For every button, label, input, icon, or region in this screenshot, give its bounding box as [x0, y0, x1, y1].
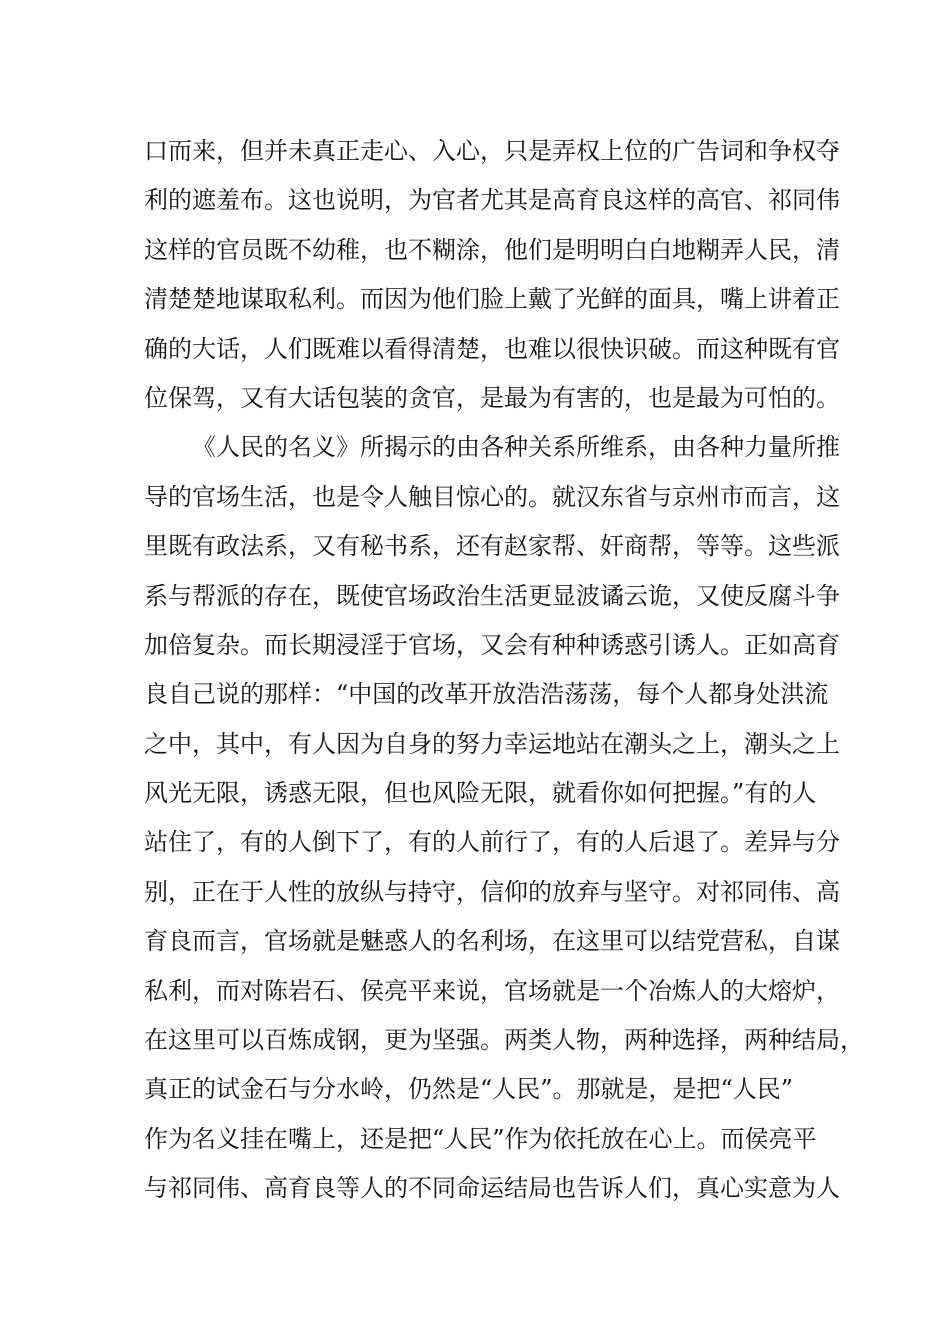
paragraph-2 — [144, 423, 864, 1213]
text-line: 清楚楚地谋取私利。而因为他们脸上戴了光鲜的面具，嘴上讲着正 — [144, 285, 840, 314]
text-line: 《人民的名义》所揭示的由各种关系所维系，由各种力量所推 — [192, 433, 840, 462]
paragraph-1 — [144, 127, 840, 423]
text-line: 里既有政法系，又有秘书系，还有赵家帮、奸商帮，等等。这些派 — [144, 532, 840, 561]
text-line: 与祁同伟、高育良等人的不同命运结局也告诉人们，真心实意为人 — [144, 1174, 840, 1203]
document-body — [144, 127, 864, 1214]
text-line: 真正的试金石与分水岭，仍然是“人民”。那就是，是把“人民” — [144, 1075, 794, 1104]
text-line: 私利，而对陈岩石、侯亮平来说，官场就是一个冶炼人的大熔炉， — [144, 976, 840, 1005]
text-line: 这样的官员既不幼稚，也不糊涂，他们是明明白白地糊弄人民，清 — [144, 235, 840, 264]
text-line: 利的遮羞布。这也说明，为官者尤其是高育良这样的高官、祁同伟 — [144, 186, 840, 215]
text-line: 之中，其中，有人因为自身的努力幸运地站在潮头之上，潮头之上 — [144, 729, 840, 758]
text-line: 别，正在于人性的放纵与持守，信仰的放弃与坚守。对祁同伟、高 — [144, 877, 840, 906]
text-line: 加倍复杂。而长期浸淫于官场，又会有种种诱惑引诱人。正如高育 — [144, 630, 840, 659]
text-line: 口而来，但并未真正走心、入心，只是弄权上位的广告词和争权夺 — [144, 137, 840, 165]
text-line: 系与帮派的存在，既使官场政治生活更显波谲云诡，又使反腐斗争 — [144, 581, 840, 610]
text-line: 确的大话，人们既难以看得清楚，也难以很快识破。而这种既有官 — [144, 334, 840, 363]
text-line: 风光无限，诱惑无限，但也风险无限，就看你如何把握。”有的人 — [144, 779, 817, 808]
text-line: 导的官场生活，也是令人触目惊心的。就汉东省与京州市而言，这 — [144, 482, 840, 511]
text-line: 育良而言，官场就是魅惑人的名利场，在这里可以结党营私，自谋 — [144, 927, 840, 956]
text-line: 良自己说的那样：“中国的改革开放浩浩荡荡，每个人都身处洪流 — [144, 680, 829, 709]
text-line: 位保驾，又有大话包装的贪官，是最为有害的，也是最为可怕的。 — [144, 383, 840, 412]
text-line: 作为名义挂在嘴上，还是把“人民”作为依托放在心上。而侯亮平 — [144, 1124, 817, 1153]
text-line: 在这里可以百炼成钢，更为坚强。两类人物，两种选择，两种结局， — [144, 1026, 864, 1055]
text-line: 站住了，有的人倒下了，有的人前行了，有的人后退了。差异与分 — [144, 828, 840, 857]
